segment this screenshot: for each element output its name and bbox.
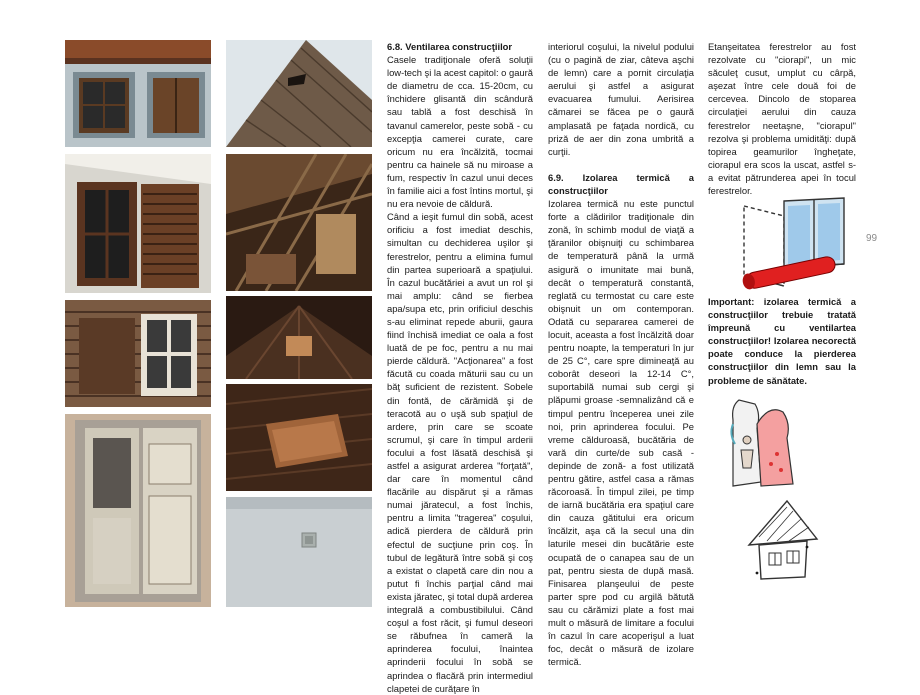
text-column-2 — [548, 40, 694, 668]
window-draft-stopper-drawing — [724, 196, 854, 296]
text-column-1 — [387, 40, 533, 695]
important-text: Important: izolarea termică a construcţiilor trebuie tratată împreună cu ventilartea construcţiilor! Izolarea necorectă poate conduce la pierderea construcţiilor din lemn sau la probleme de sănătate. — [708, 296, 856, 386]
text-column-3 — [708, 40, 856, 197]
page-number: 99 — [866, 233, 878, 244]
house-sketch-drawing — [747, 497, 819, 583]
important-note — [708, 295, 856, 387]
section-heading-ventilation: 6.8. Ventilarea construcţiilor — [387, 41, 513, 52]
photo-attic-interior — [226, 154, 372, 291]
photo-wooden-wall-window — [65, 300, 211, 407]
paragraph: Casele tradiţionale oferă soluţii low-tech şi la acest capitol: o gaură de diametru de cca. 15-20cm, cu închidere glisantă din scândură sau tablă a fost deschisă în tavanul camerelor, peste sobă - cu excepţia camerei curate, care oricum nu era încălzită, tocmai pentru ca hainele să nu miroase a fum, respectiv în cazul unui deces în familie aici a fost întins mortul, şi nu era nevoie de căldură. — [387, 54, 533, 210]
photo-shingle-roof — [226, 40, 372, 147]
photo-ceiling-hatch — [226, 384, 372, 491]
paragraph: interiorul coşului, la nivelul podului (cu o pagină de ziar, câteva aşchi de lemn) care a pornit circulaţia aerului şi astfel a asigurat evacuarea fumului. Aerisirea cămarei se făcea pe o gaură amplasată pe faţada nordică, cu priză de aer din zona umbrită a curţii. — [548, 41, 694, 157]
paragraph: Izolarea termică nu este punctul forte a clădirilor tradiţionale din zonă, în schimb modul de viaţă a ţăranilor obişnuiţi cu schimbarea de temperatură până la urmă asigură o imunitate mai bună, decât o temperatură constantă, reglată cu termostat cu care este obişnuit un om contemporan. Odată cu separarea camerei de locuit, aceasta a fost încălzită doar pentru noapte, la temperaturi în jur de 25 C°, care spre dimineaţă au coborât deseori la 12-14 C°, suportabilă numai sub cergi şi plăpumi groase -semnalizând că e timpul pentru începerea unei zile noi, prin aprinderea focului. Pe vreme călduroasă, bucătăria de vară din curte/de sub casă -depinde de zonă- a fost utilizată pentru gătire, astfel casa a rămas răcoroasă. În timpul zilei, pe timp de iarnă bucătăria era spaţiul care din cauza gătitului era oricum încălzit, aşa că la secul una din laturile mesei din bucătărie este ocupată de o canapea sau de un pat, pentru siesta de după masă. Finisarea planşeului de peste parter spre pod cu argilă bătută sau cu cărămizi plate a fost mai mult o măsură de limitare a focului în cazul în care acoperişul a luat foc, decât o măsură de izolare termică. — [548, 198, 694, 668]
section-heading-insulation: 6.9. Izolarea termică a construcţiilor — [548, 171, 694, 196]
photo-window-facade — [65, 40, 211, 147]
photo-wall-vent — [226, 497, 372, 607]
paragraph: Când a ieşit fumul din sobă, acest orificiu a fost imediat deschis, simultan cu dechiderea uşilor şi ferestrelor, pentru a elimina fumul din partea superioară a spaţiului. În cazul bucătăriei a avut un rol şi mai amplu: când se fierbea apa/supa etc, prin orificiul deschis s-au eliminat repede aburii, gaura fiind închisă imediat ce oala a fost luată de pe foc, pentru a nu mai pierde căldură. "Acţionarea" a fost făcută cu coada măturii sau cu un băţ suficient de rezistent. Sobele din fontă, de cărămidă şi de teracotă au o uşă sub spaţiul de ardere, prin care se scoate scrumul, şi care în timpul arderii focului a fost lăsată deschisă şi astfel a asigurat arderea "forţată", dar care în momentul când flacările au dispărut şi a rămas numai jăratecul, a fost închis, pentru a limita "tragerea" coşului, adică pierdera de căldură prin efectul de sucţiune prin coş. În tubul de legătură între sobă şi coş a existat o clapetă care din nou a putut fi închis parţial când mai exista jăratec, şi total după arderea integrală a combustibilului. Când coşul a fost răcit, şi fumul deseori se răbufnea în cameră la aprinderea focului, înaintea aprinderii focului în sobă se aprindea o flacără prin intermediul clapetei de curăţare în — [387, 211, 533, 694]
fabric-bags-drawing — [727, 394, 799, 494]
paragraph: Etanşeitatea ferestrelor au fost rezolvate cu "ciorapi", un mic săculeţ cusut, umplut cu cârpă, aşezat între cele două foi de cercevea. Dincolo de stoparea circulaţiei aerului din cauza ferestrelor neetaşne, "ciorapul" rezolva şi problema umidităţi: după topirea geamurilor îngheţate, ciorapul era scos la uscat, astfel s-a evitat pătrunderea apei în tocul ferestrelor. — [708, 41, 856, 197]
photo-old-door — [65, 414, 211, 607]
photo-shuttered-window — [65, 154, 211, 293]
photo-dark-attic — [226, 296, 372, 379]
